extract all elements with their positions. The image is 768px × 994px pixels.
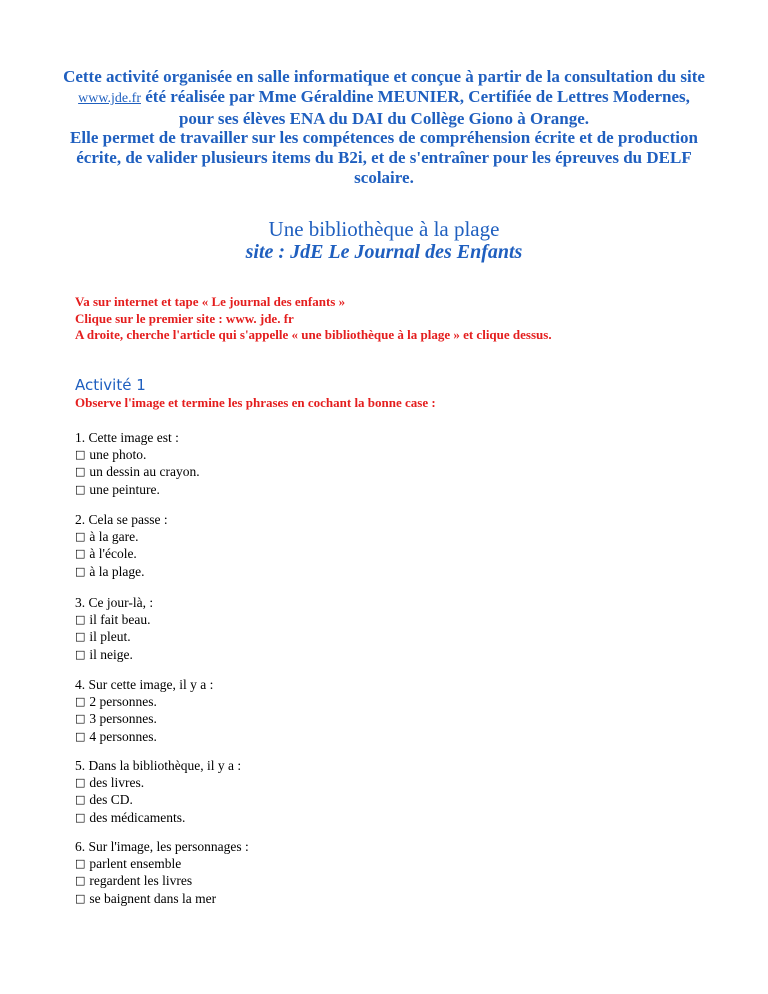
answer-option[interactable]: □ une photo. — [75, 446, 147, 462]
question-text: 5. Dans la bibliothèque, il y a : — [75, 758, 242, 773]
checkbox-icon[interactable]: □ — [75, 630, 86, 644]
answer-option[interactable]: □ des CD. — [75, 792, 133, 808]
intro-text-3: Elle permet de travailler sur les compétences de compréhension écrite et de production écrite, de valider plusieurs items du B2i, et de s'entraîner pour les épreuves du DELF scolaire. — [70, 128, 698, 187]
page-title: Une bibliothèque à la plage — [268, 217, 500, 241]
jde-link[interactable]: www.jde.fr — [78, 90, 141, 106]
checkbox-icon[interactable]: □ — [75, 482, 86, 496]
answer-option[interactable]: □ à la gare. — [75, 528, 139, 544]
answer-option[interactable]: □ il pleut. — [75, 629, 131, 645]
question-block — [75, 758, 675, 827]
checkbox-icon[interactable]: □ — [75, 447, 86, 461]
answer-option[interactable]: □ 2 personnes. — [75, 693, 157, 709]
answer-option[interactable]: □ regardent les livres — [75, 873, 193, 889]
checkbox-icon[interactable]: □ — [75, 564, 86, 578]
answer-option[interactable]: □ 4 personnes. — [75, 728, 157, 744]
checkbox-icon[interactable]: □ — [75, 729, 86, 743]
checkbox-icon[interactable]: □ — [75, 647, 86, 661]
answer-option[interactable]: □ à l'école. — [75, 546, 137, 562]
activity-instruction: Observe l'image et termine les phrases en cochant la bonne case : — [75, 395, 436, 410]
instructions — [75, 294, 725, 344]
intro-text-2: été réalisée par Mme Géraldine MEUNIER, Certifiée de Lettres Modernes, pour ses élèves ENA du DAI du Collège Giono à Orange. — [145, 86, 690, 128]
checkbox-icon[interactable]: □ — [75, 712, 86, 726]
question-block — [75, 430, 675, 499]
question-block — [75, 595, 675, 664]
question-block — [75, 839, 675, 908]
answer-option[interactable]: □ des médicaments. — [75, 809, 186, 825]
answer-option[interactable]: □ une peinture. — [75, 481, 160, 497]
answer-option[interactable]: □ des livres. — [75, 774, 145, 790]
checkbox-icon[interactable]: □ — [75, 612, 86, 626]
page-subtitle: site : JdE Le Journal des Enfants — [245, 241, 523, 263]
question-text: 3. Ce jour-là, : — [75, 595, 154, 610]
checkbox-icon[interactable]: □ — [75, 891, 86, 905]
answer-option[interactable]: □ 3 personnes. — [75, 711, 157, 727]
checkbox-icon[interactable]: □ — [75, 529, 86, 543]
checkbox-icon[interactable]: □ — [75, 874, 86, 888]
question-text: 4. Sur cette image, il y a : — [75, 677, 214, 692]
question-text: 6. Sur l'image, les personnages : — [75, 839, 249, 854]
intro-paragraph — [60, 67, 708, 188]
question-text: 2. Cela se passe : — [75, 512, 168, 527]
checkbox-icon[interactable]: □ — [75, 775, 86, 789]
activity-heading: Activité 1 — [75, 376, 146, 394]
instruction-line: Clique sur le premier site : www. jde. fr — [75, 310, 294, 326]
answer-option[interactable]: □ à la plage. — [75, 563, 145, 579]
answer-option[interactable]: □ il neige. — [75, 646, 133, 662]
instruction-line: A droite, cherche l'article qui s'appelle « une bibliothèque à la plage » et clique dessus. — [75, 327, 552, 342]
answer-option[interactable]: □ se baignent dans la mer — [75, 890, 217, 906]
answer-option[interactable]: □ un dessin au crayon. — [75, 464, 200, 480]
checkbox-icon[interactable]: □ — [75, 547, 86, 561]
answer-option[interactable]: □ il fait beau. — [75, 611, 151, 627]
question-block — [75, 512, 675, 581]
checkbox-icon[interactable]: □ — [75, 465, 86, 479]
question-text: 1. Cette image est : — [75, 430, 179, 445]
answer-option[interactable]: □ parlent ensemble — [75, 855, 182, 871]
checkbox-icon[interactable]: □ — [75, 856, 86, 870]
checkbox-icon[interactable]: □ — [75, 793, 86, 807]
intro-text-1: Cette activité organisée en salle informatique et conçue à partir de la consultation du site — [63, 67, 705, 86]
question-block — [75, 677, 675, 746]
checkbox-icon[interactable]: □ — [75, 810, 86, 824]
instruction-line: Va sur internet et tape « Le journal des enfants » — [75, 294, 346, 309]
checkbox-icon[interactable]: □ — [75, 694, 86, 708]
